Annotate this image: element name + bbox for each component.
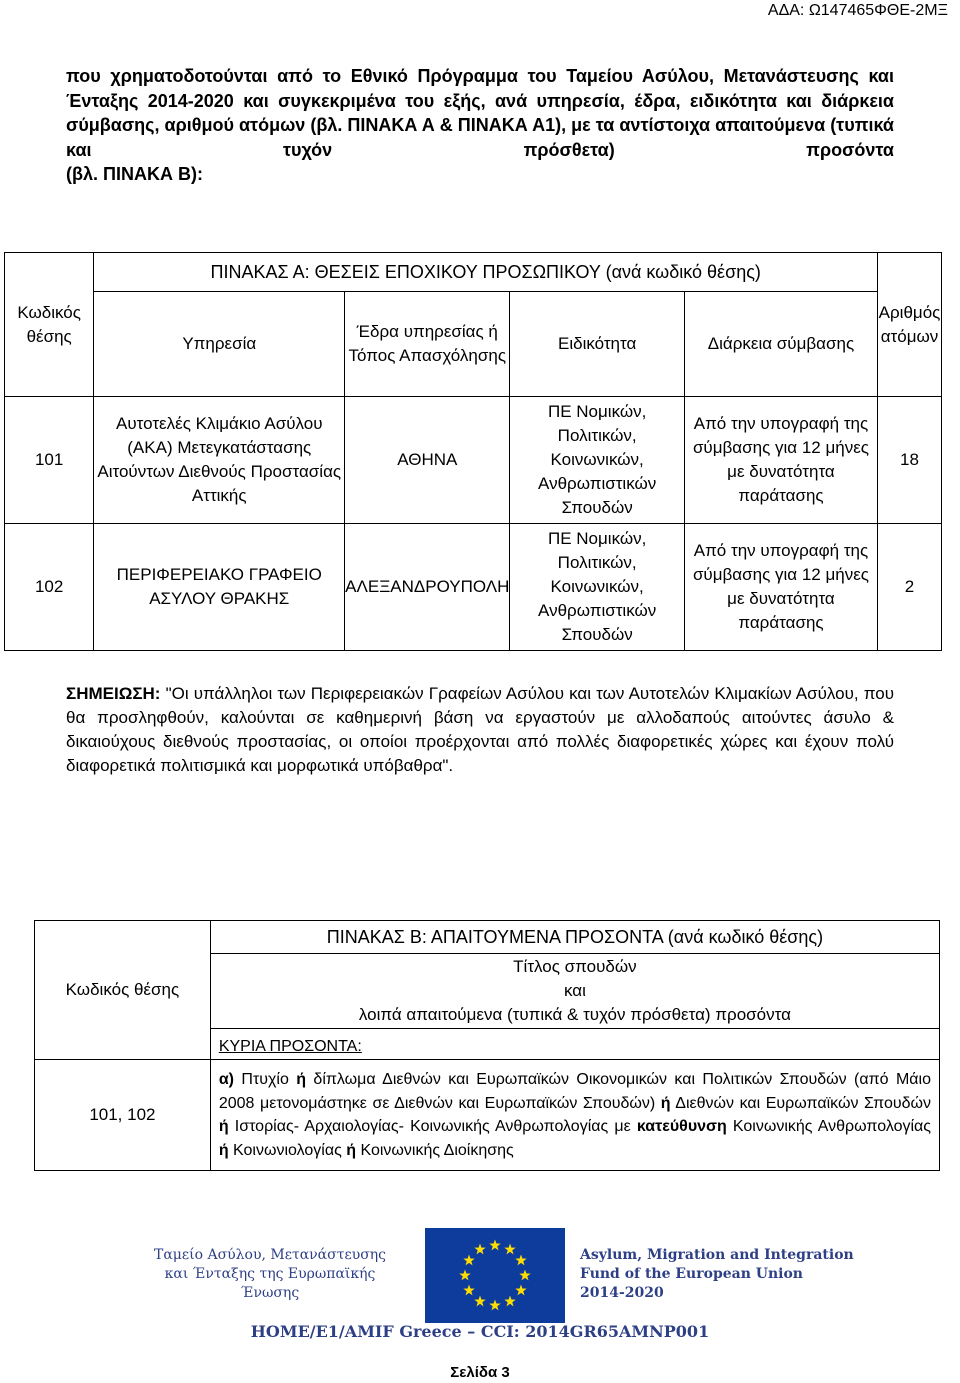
cell-code: 102 — [5, 524, 94, 651]
header-code: Κωδικός θέσης — [5, 253, 94, 397]
eu-star-icon — [474, 1244, 485, 1255]
intro-line: Μετανάστευσης και Ένταξης 2014-2020 και συγκεκριμένα του εξής, ανά υπηρεσία, — [66, 66, 894, 111]
eu-star-icon — [504, 1244, 515, 1255]
table-a-caption: ΠΙΝΑΚΑΣ Α: ΘΕΣΕΙΣ ΕΠΟΧΙΚΟΥ ΠΡΟΣΩΠΙΚΟΥ (ανά κωδικό θέσης) — [94, 253, 878, 292]
table-a — [4, 252, 942, 651]
header-specialty: Ειδικότητα — [510, 292, 685, 397]
eu-star-icon — [459, 1270, 470, 1281]
eu-star-icon — [463, 1255, 474, 1266]
table-row — [5, 397, 942, 524]
table-row — [35, 1060, 940, 1171]
header-duration: Διάρκεια σύμβασης — [684, 292, 877, 397]
header-service: Υπηρεσία — [94, 292, 345, 397]
table-b — [34, 920, 940, 1171]
program-code: HOME/E1/AMIF Greece – CCI: 2014GR65AMNP001 — [250, 1322, 710, 1341]
table-b-caption: ΠΙΝΑΚΑΣ Β: ΑΠΑΙΤΟΥΜΕΝΑ ΠΡΟΣΟΝΤΑ (ανά κωδικό θέσης) — [210, 921, 939, 954]
eu-star-icon — [515, 1285, 526, 1296]
intro-paragraph — [66, 64, 894, 187]
intro-line: (βλ. ΠΙΝΑΚΑ Β): — [66, 164, 203, 184]
page-number: Σελίδα 3 — [450, 1364, 510, 1381]
intro-line: Α1), με τα αντίστοιχα απαιτούμενα (τυπικά και τυχόν πρόσθετα) προσόντα — [66, 115, 894, 160]
cell-specialty: ΠΕ Νομικών, Πολιτικών, Κοινωνικών, Ανθρωπιστικών Σπουδών — [510, 397, 685, 524]
eu-star-icon — [504, 1295, 515, 1306]
eu-star-icon — [519, 1270, 530, 1281]
eu-star-icon — [474, 1295, 485, 1306]
note-paragraph — [66, 682, 894, 778]
cell-seat: ΑΛΕΞΑΝΔΡΟΥΠΟΛΗ — [345, 524, 510, 651]
cell-specialty: ΠΕ Νομικών, Πολιτικών, Κοινωνικών, Ανθρωπιστικών Σπουδών — [510, 524, 685, 651]
eu-star-icon — [489, 1300, 500, 1311]
main-qualifications-label: ΚΥΡΙΑ ΠΡΟΣΟΝΤΑ: — [210, 1029, 939, 1060]
footer-right-text: Asylum, Migration and Integration Fund of the European Union 2014-2020 — [580, 1247, 854, 1301]
cell-service: ΠΕΡΙΦΕΡΕΙΑΚΟ ΓΡΑΦΕΙΟ ΑΣΥΛΟΥ ΘΡΑΚΗΣ — [94, 524, 345, 651]
cell-code: 101 — [5, 397, 94, 524]
footer-left-text: Ταμείο Ασύλου, Μετανάστευσης και Ένταξης της Ευρωπαϊκής Ένωσης — [153, 1247, 386, 1301]
cell-code: 101, 102 — [35, 1060, 211, 1171]
note-text: "Οι υπάλληλοι των Περιφερειακών Γραφείων Ασύλου και των Αυτοτελών Κλιμακίων Ασύλου, που θα προσληφθούν, καλούνται σε καθημερινή βάση να εργαστούν με αλλοδαπούς αιτούντες άσυλο & δικαιούχους διεθνούς προστασίας, οι οποίοι προέρχονται από πολλές διαφορετικές χώρες και έχουν πολύ διαφορετικά πολιτισμικά και μορφωτικά υπόβαθρα". — [66, 684, 894, 775]
cell-duration: Από την υπογραφή της σύμβασης για 12 μήνες με δυνατότητα παράτασης — [684, 397, 877, 524]
cell-count: 2 — [878, 524, 942, 651]
ada-code: ΑΔΑ: Ω147465ΦΘΕ-2ΜΞ — [767, 2, 948, 19]
cell-qualifications: α) Πτυχίο ή δίπλωμα Διεθνών και Ευρωπαϊκών Οικονομικών και Πολιτικών Σπουδών (από Μάιο 2008 μετονομάστηκε σε Διεθνών και Ευρωπαϊκών Σπουδών) ή Διεθνών και Ευρωπαϊκών Σπουδών ή Ιστορίας- Αρχαιολογίας- Κοινωνικής Ανθρωπολογίας με κατεύθυνση Κοινωνικής Ανθρωπολογίας ή Κοινωνιολογίας ή Κοινωνικής Διοίκησης — [210, 1060, 939, 1171]
header-title-line: Τίτλος σπουδών — [513, 957, 637, 976]
cell-count: 18 — [878, 397, 942, 524]
eu-star-icon — [515, 1255, 526, 1266]
cell-service: Αυτοτελές Κλιμάκιο Ασύλου (ΑΚΑ) Μετεγκατάστασης Αιτούντων Διεθνούς Προστασίας Αττικής — [94, 397, 345, 524]
header-title-line: λοιπά απαιτούμενα (τυπικά & τυχόν πρόσθετα) προσόντα — [358, 1005, 791, 1024]
header-seat: Έδρα υπηρεσίας ή Τόπος Απασχόλησης — [345, 292, 510, 397]
intro-line: έδρα, ειδικότητα και διάρκεια σύμβασης, αριθμού ατόμων (βλ. ΠΙΝΑΚΑ Α & ΠΙΝΑΚΑ — [66, 90, 894, 135]
header-qualifications — [210, 954, 939, 1029]
note-label: ΣΗΜΕΙΩΣΗ: — [66, 684, 161, 703]
intro-line: που χρηματοδοτούνται από το Εθνικό Πρόγραμμα του Ταμείου Ασύλου, — [66, 66, 714, 86]
header-title-line: και — [563, 981, 586, 1000]
eu-star-icon — [463, 1285, 474, 1296]
header-code: Κωδικός θέσης — [35, 921, 211, 1060]
header-count: Αριθμός ατόμων — [878, 253, 942, 397]
eu-flag-icon — [425, 1228, 565, 1323]
cell-seat: ΑΘΗΝΑ — [345, 397, 510, 524]
eu-star-icon — [489, 1240, 500, 1251]
table-row — [5, 524, 942, 651]
cell-duration: Από την υπογραφή της σύμβασης για 12 μήνες με δυνατότητα παράτασης — [684, 524, 877, 651]
